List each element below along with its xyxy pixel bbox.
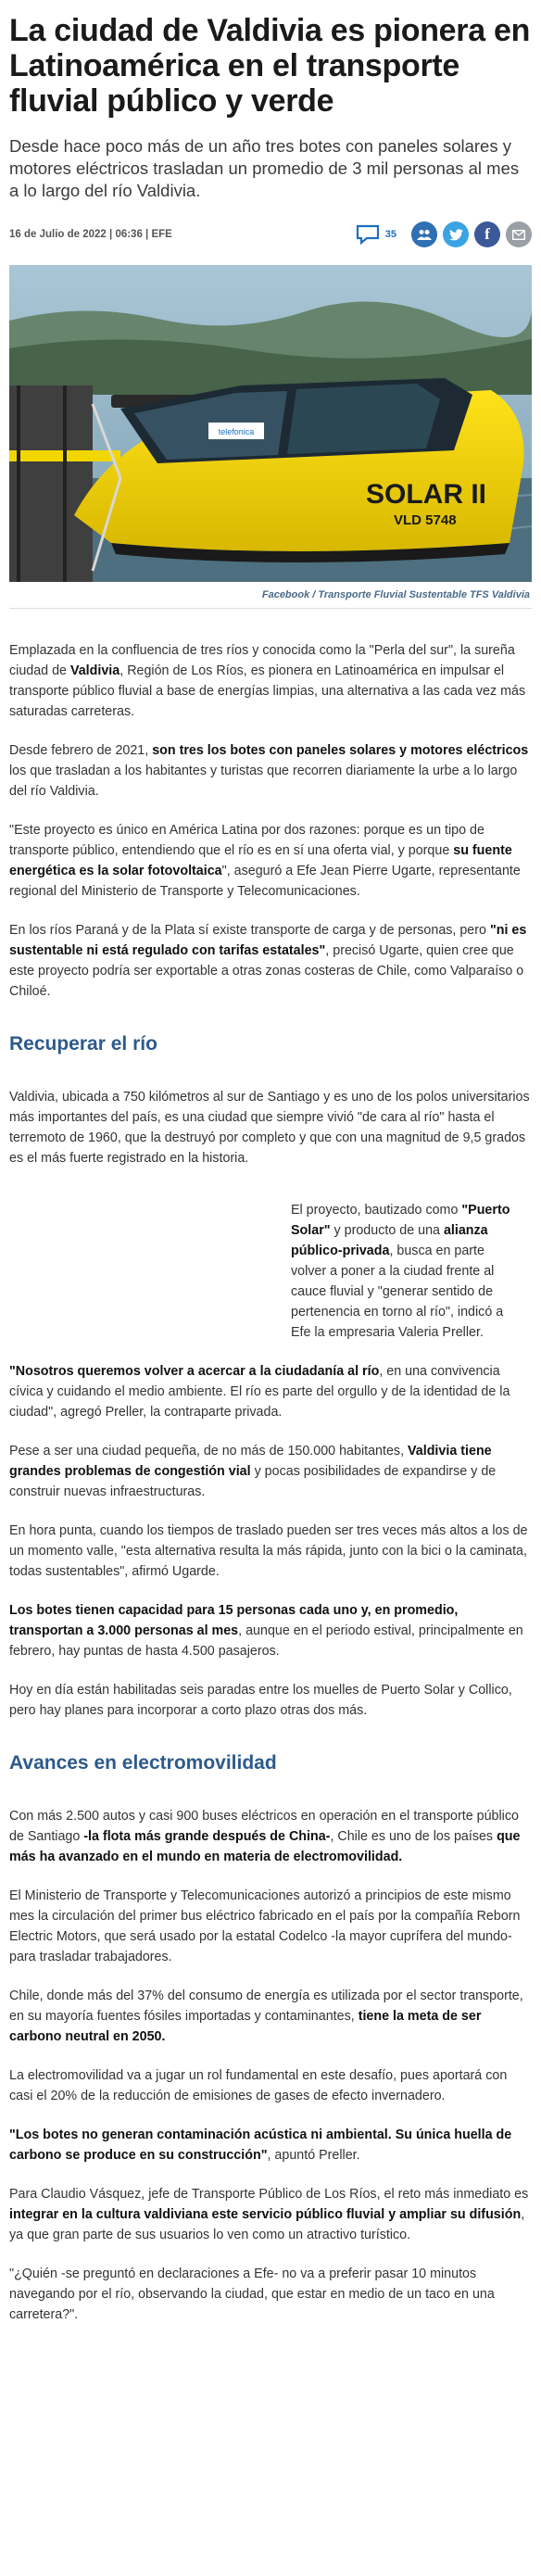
paragraph-12	[9, 1806, 532, 1867]
text-run: , aunque en el periodo estival, principalmente en febrero, hay puntas de hasta 4.500 pasajeros.	[9, 1623, 523, 1659]
text-run: Emplazada en la confluencia de tres ríos y conocida como la "Perla del sur", la sureña ciudad de	[9, 643, 515, 678]
paragraph-15: La electromovilidad va a jugar un rol fundamental en este desafío, pues aportará con casi el 20% de la reducción de emisiones de gases de efecto invernadero.	[9, 2068, 508, 2103]
twitter-icon[interactable]	[443, 221, 469, 247]
svg-text:telefonica: telefonica	[218, 427, 255, 436]
users-icon[interactable]	[411, 221, 437, 247]
article-subhead: Desde hace poco más de un año tres botes con paneles solares y motores eléctricos trasladan un promedio de 3 mil personas al mes a lo largo del río Valdivia.	[9, 136, 520, 200]
meta-row	[9, 219, 532, 250]
text-run-bold: Los botes tienen capacidad para 15 personas cada uno y, en promedio, transportan a 3.000 personas al mes	[9, 1603, 459, 1638]
paragraph-13: El Ministerio de Transporte y Telecomunicaciones autorizó a principios de este mismo mes la circulación del primer bus eléctrico fabricado en el país por la compañía Reborn Electric Motors, que será usado por la estatal Codelco -la mayor cuprífera del mundo- para trasladar trabajadores.	[9, 1888, 521, 1964]
text-run-bold: Valdivia	[69, 663, 120, 678]
text-run: Pese a ser una ciudad pequeña, de no más de 150.000 habitantes,	[9, 1444, 409, 1458]
paragraph-4	[9, 920, 532, 1002]
paragraph-3	[9, 820, 532, 902]
text-run-bold: "ni es sustentable ni está regulado con tarifas estatales"	[9, 923, 527, 958]
text-run: los que trasladan a los habitantes y turistas que recorren diariamente la urbe a lo largo del río Valdivia.	[9, 764, 518, 799]
paragraph-6	[291, 1200, 522, 1343]
boat-plate: VLD 5748	[394, 512, 457, 528]
paragraph-1	[9, 640, 532, 722]
text-run-bold: "Los botes no generan contaminación acústica ni ambiental. Su única huella de carbono se produce en su construcción"	[9, 2128, 512, 2163]
comments-link[interactable]	[356, 224, 396, 245]
text-run-bold: Valdivia tiene grandes problemas de congestión vial	[9, 1444, 492, 1479]
text-run: , apuntó Preller.	[267, 2148, 360, 2163]
text-run: , busca en parte volver a poner a la ciudad frente al cauce fluvial y "generar sentido de pertenencia en torno al río", indicó a Efe la empresaria Valeria Preller.	[291, 1244, 504, 1340]
text-run-bold: son tres los botes con paneles solares y motores eléctricos	[152, 743, 529, 758]
article-body	[9, 640, 532, 2325]
text-run: , Chile es uno de los países	[330, 1829, 497, 1844]
text-run-bold: alianza público-privada	[291, 1223, 488, 1258]
text-run: Con más 2.500 autos y casi 900 buses eléctricos en operación en el transporte público de Santiago	[9, 1809, 519, 1844]
section-title-electromovilidad: Avances en electromovilidad	[9, 1752, 277, 1774]
paragraph-9: En hora punta, cuando los tiempos de traslado pueden ser tres veces más altos a los de un momento valle, "esta alternativa resulta la más rápida, junto con la bici o la caminata, todas sustentables", afirmó Ugarde.	[9, 1523, 528, 1579]
paragraph-5: Valdivia, ubicada a 750 kilómetros al sur de Santiago y es uno de los polos universitarios más importantes del país, es una ciudad que siempre vivió "de cara al río" hasta el terremoto de 1960, que la destruyó por completo y que con una magnitud de 9,5 grados es el más fuerte registrado en la historia.	[9, 1090, 530, 1166]
text-run: ", aseguró a Efe Jean Pierre Ugarte, representante regional del Ministerio de Transporte y Telecomunicaciones.	[9, 864, 521, 899]
text-run: El proyecto, bautizado como	[291, 1203, 462, 1218]
paragraph-18: "¿Quién -se preguntó en declaraciones a Efe- no va a preferir pasar 10 minutos navegando por el río, observando la ciudad, que estar en medio de un taco en una carretera?".	[9, 2267, 495, 2322]
paragraph-8	[9, 1441, 532, 1502]
section-title-recuperar: Recuperar el río	[9, 1033, 157, 1054]
paragraph-10	[9, 1600, 532, 1661]
solar-boat-illustration	[9, 265, 532, 582]
mail-icon[interactable]	[506, 221, 532, 247]
text-run: Chile, donde más del 37% del consumo de energía es utilizada por el sector transporte, en su mayoría fuentes fósiles importadas y contaminantes,	[9, 1989, 523, 2024]
text-run-bold: tiene la meta de ser carbono neutral en 2050.	[9, 2009, 482, 2044]
hero-caption: Facebook / Transporte Fluvial Sustentable TFS Valdivia	[9, 582, 532, 609]
text-run: , en una convivencia cívica y cuidando el medio ambiente. El río es parte del orgullo y de la identidad de la ciudad", agregó Preller, la contraparte privada.	[9, 1364, 510, 1420]
article-headline: La ciudad de Valdivia es pionera en Latinoamérica en el transporte fluvial público y verde	[9, 13, 531, 119]
text-run: Para Claudio Vásquez, jefe de Transporte Público de Los Ríos, el reto más inmediato es	[9, 2187, 529, 2202]
paragraph-14	[9, 1986, 532, 2047]
dateline: 16 de Julio de 2022 | 06:36 | EFE	[9, 229, 172, 240]
text-run-bold: que más ha avanzado en el mundo en materia de electromovilidad.	[9, 1829, 521, 1864]
paragraph-17	[9, 2184, 532, 2245]
paragraph-2	[9, 740, 532, 802]
paragraph-11: Hoy en día están habilitadas seis paradas entre los muelles de Puerto Solar y Collico, pero hay planes para incorporar a corto plazo otras dos más.	[9, 1683, 512, 1718]
paragraph-7	[9, 1361, 532, 1422]
text-run-bold: su fuente energética es la solar fotovoltaica	[9, 843, 512, 878]
text-run: y producto de una	[330, 1223, 444, 1238]
pull-aside	[291, 1200, 522, 1343]
boat-name: SOLAR II	[366, 479, 487, 510]
hero-image	[9, 265, 532, 582]
text-run-bold: "Nosotros queremos volver a acercar a la ciudadanía al río	[9, 1364, 380, 1379]
text-run: , ya que gran parte de sus usuarios lo ven como un atractivo turístico.	[9, 2207, 525, 2242]
text-run-bold: -la flota más grande después de China-	[83, 1829, 331, 1844]
paragraph-16	[9, 2125, 532, 2166]
text-run: "Este proyecto es único en América Latina por dos razones: porque es un tipo de transporte público, entendiendo que el río es en sí una oferta vial, y porque	[9, 823, 484, 858]
share-bar	[356, 221, 532, 247]
text-run: Desde febrero de 2021,	[9, 743, 153, 758]
text-run: , Región de Los Ríos, es pionera en Latinoamérica en impulsar el transporte público fluvial a base de energías limpias, una alternativa a las cada vez más saturadas carreteras.	[9, 663, 526, 719]
text-run: y pocas posibilidades de expandirse y de construir nuevas infraestructuras.	[9, 1464, 497, 1499]
text-run-bold: "Puerto Solar"	[291, 1203, 510, 1238]
text-run: En los ríos Paraná y de la Plata sí existe transporte de carga y de personas, pero	[9, 923, 490, 938]
comments-count: 35	[384, 229, 396, 240]
comment-icon[interactable]	[356, 224, 380, 245]
text-run-bold: integrar en la cultura valdiviana este servicio público fluvial y ampliar su difusión	[9, 2207, 522, 2222]
facebook-icon[interactable]: f	[474, 221, 500, 247]
text-run: , precisó Ugarte, quien cree que este proyecto podría ser exportable a otras zonas costeras de Chile, como Valparaíso o Chiloé.	[9, 943, 524, 999]
